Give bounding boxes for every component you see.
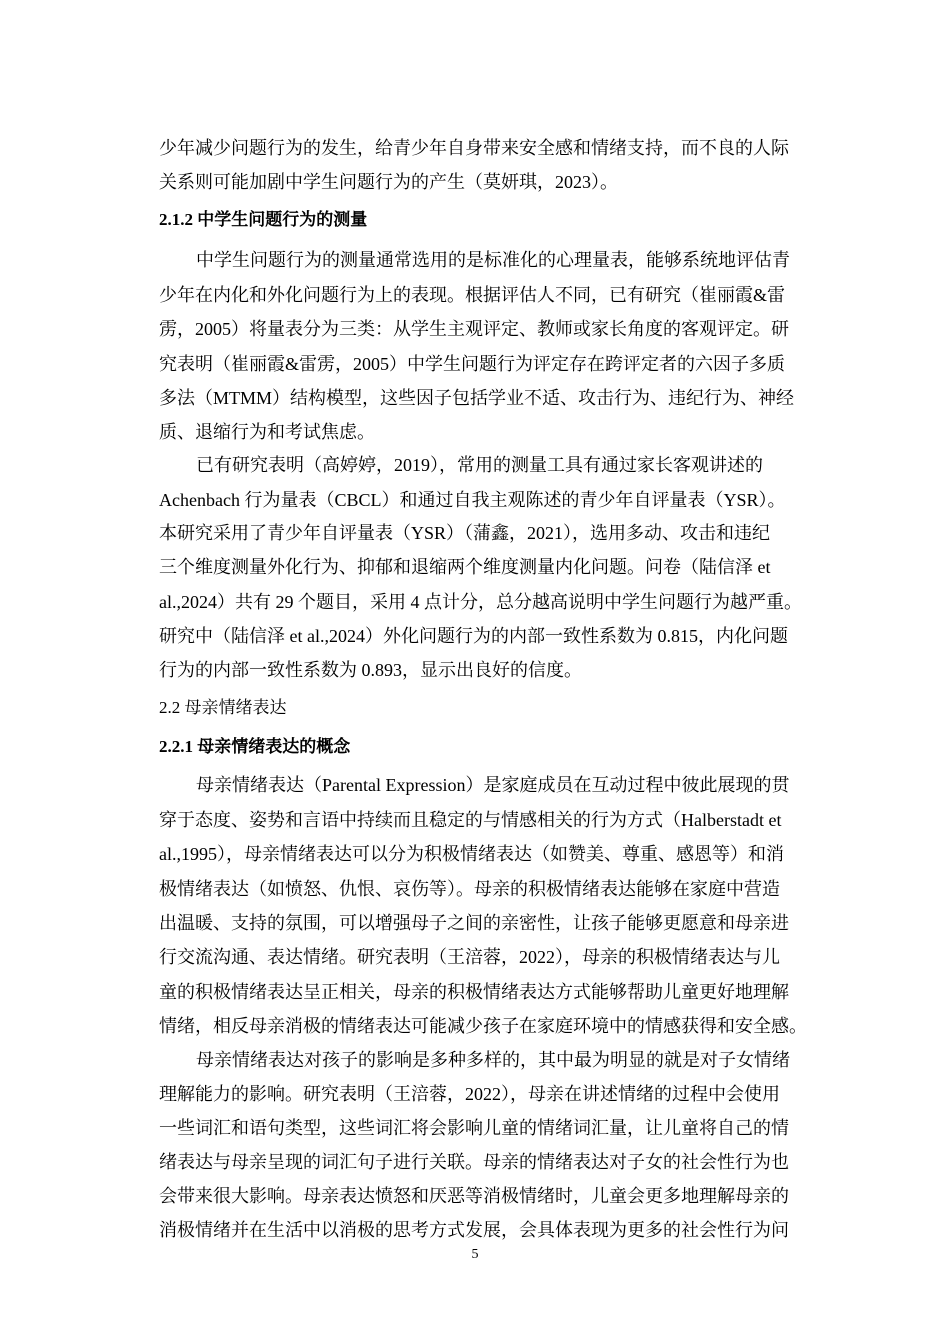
body-text-line: 童的积极情绪表达呈正相关，母亲的积极情绪表达方式能够帮助儿童更好地理解 [159,982,789,1002]
body-text-line: 一些词汇和语句类型，这些词汇将会影响儿童的情绪词汇量，让儿童将自己的情 [159,1118,789,1138]
section-heading-2-1-2: 2.1.2 中学生问题行为的测量 [159,210,368,229]
body-text-line: 会带来很大影响。母亲表达愤怒和厌恶等消极情绪时，儿童会更多地理解母亲的 [159,1186,789,1206]
body-text-line: 消极情绪并在生活中以消极的思考方式发展，会具体表现为更多的社会性行为问 [159,1220,789,1240]
body-text-line: 质、退缩行为和考试焦虑。 [159,422,375,442]
page-number: 5 [471,1247,479,1262]
body-text-line: 究表明（崔丽霞&雷雳，2005）中学生问题行为评定存在跨评定者的六因子多质 [159,354,785,374]
body-text-line: 三个维度测量外化行为、抑郁和退缩两个维度测量内化问题。问卷（陆信泽 et [159,557,771,577]
body-text-line: 多法（MTMM）结构模型，这些因子包括学业不适、攻击行为、违纪行为、神经 [159,388,795,408]
body-text-line: 行为的内部一致性系数为 0.893，显示出良好的信度。 [159,660,582,680]
body-text-line: 穿于态度、姿势和言语中持续而且稳定的与情感相关的行为方式（Halberstadt et [159,810,782,830]
body-text-line: 中学生问题行为的测量通常选用的是标准化的心理量表，能够系统地评估青 [196,250,790,270]
body-text-line: 绪表达与母亲呈现的词汇句子进行关联。母亲的情绪表达对子女的社会性行为也 [159,1152,789,1172]
body-text-line: 情绪，相反母亲消极的情绪表达可能减少孩子在家庭环境中的情感获得和安全感。 [159,1016,807,1036]
body-text-line: 理解能力的影响。研究表明（王涪蓉，2022），母亲在讲述情绪的过程中会使用 [159,1084,780,1104]
body-text-line: al.,2024）共有 29 个题目，采用 4 点计分，总分越高说明中学生问题行为越严重。 [159,592,802,612]
body-text-line: 研究中（陆信泽 et al.,2024）外化问题行为的内部一致性系数为 0.815，内化问题 [159,626,788,646]
body-text-line: 本研究采用了青少年自评量表（YSR）（蒲鑫，2021），选用多动、攻击和违纪 [159,523,771,543]
body-text-line: 少年在内化和外化问题行为上的表现。根据评估人不同，已有研究（崔丽霞&雷 [159,285,785,305]
body-text-line: 关系则可能加剧中学生问题行为的产生（莫妍琪，2023）。 [159,172,618,192]
body-text-line: 出温暖、支持的氛围，可以增强母子之间的亲密性，让孩子能够更愿意和母亲进 [159,913,789,933]
body-text-line: 母亲情绪表达对孩子的影响是多种多样的，其中最为明显的就是对子女情绪 [196,1050,790,1070]
body-text-line: 母亲情绪表达（Parental Expression）是家庭成员在互动过程中彼此展现的贯 [196,775,790,795]
body-text-line: 雳，2005）将量表分为三类：从学生主观评定、教师或家长角度的客观评定。研 [159,319,789,339]
body-text-line: al.,1995），母亲情绪表达可以分为积极情绪表达（如赞美、尊重、感恩等）和消 [159,844,784,864]
body-text-line: 行交流沟通、表达情绪。研究表明（王涪蓉，2022），母亲的积极情绪表达与儿 [159,947,780,967]
body-text-line: 少年减少问题行为的发生，给青少年自身带来安全感和情绪支持，而不良的人际 [159,138,789,158]
section-heading-2-2: 2.2 母亲情绪表达 [159,698,287,717]
section-heading-2-2-1: 2.2.1 母亲情绪表达的概念 [159,737,351,756]
body-text-line: Achenbach 行为量表（CBCL）和通过自我主观陈述的青少年自评量表（YSR）。 [159,490,786,510]
body-text-line: 已有研究表明（高婷婷，2019），常用的测量工具有通过家长客观讲述的 [196,455,763,475]
body-text-line: 极情绪表达（如愤怒、仇恨、哀伤等）。母亲的积极情绪表达能够在家庭中营造 [159,879,780,899]
